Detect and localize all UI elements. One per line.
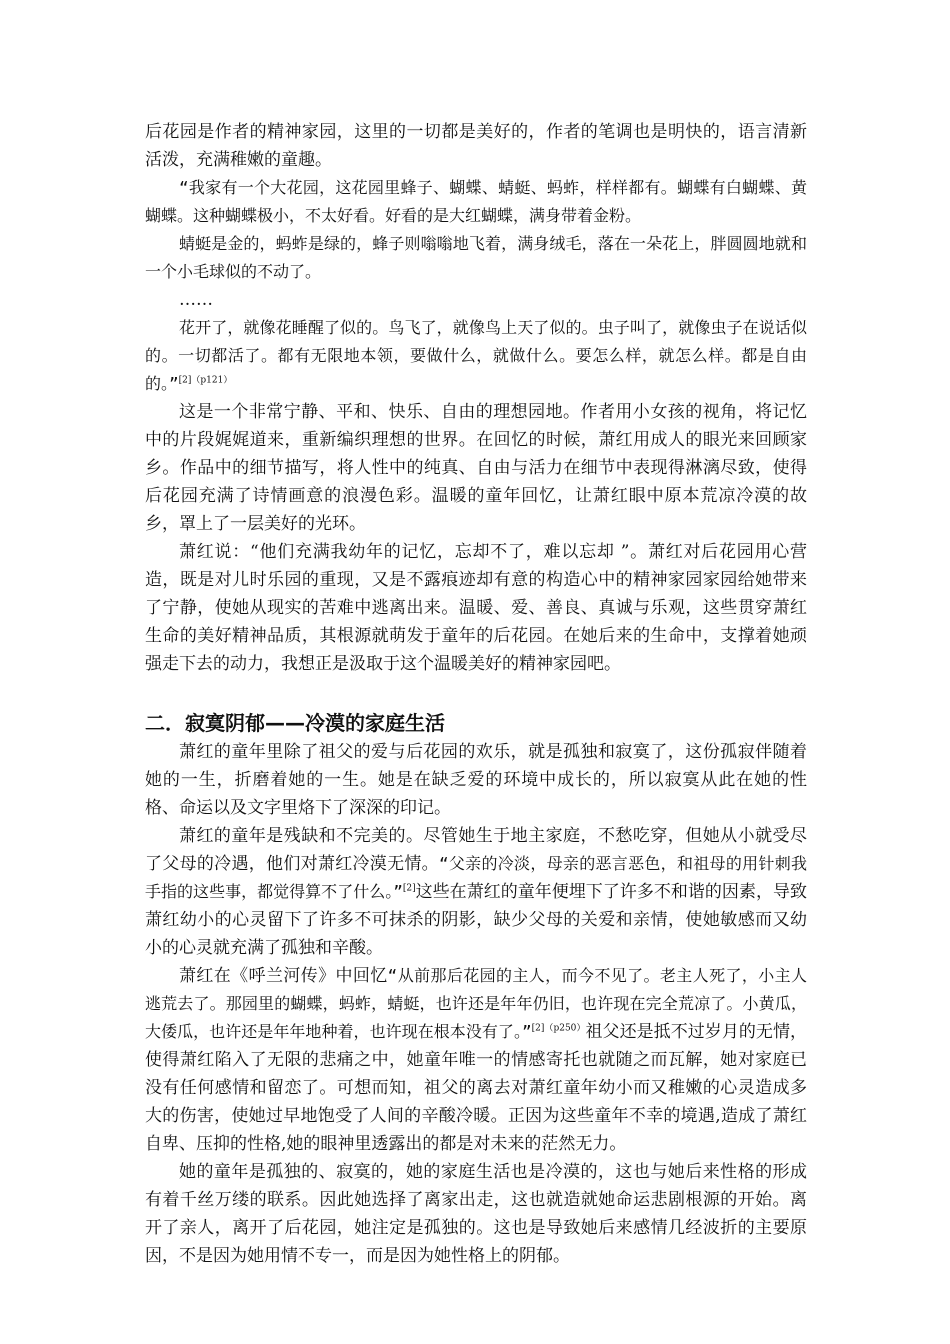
quote-garden-part2: 蜻蜓是金的，蚂蚱是绿的，蜂子则嗡嗡地飞着，满身绒毛，落在一朵花上，胖圆圆地就和一个小毛球似的不动了。 bbox=[145, 234, 807, 281]
paragraph-intro: 后花园是作者的精神家园，这里的一切都是美好的，作者的笔调也是明快的，语言清新活泼，充满稚嫩的童趣。 bbox=[145, 122, 807, 170]
quote-ellipsis: …… bbox=[179, 290, 213, 310]
paragraph-hulan-river bbox=[145, 962, 807, 1158]
section-heading-2: 二．寂寞阴郁——冷漠的家庭生活 bbox=[145, 711, 445, 735]
hulan-text-a: 萧红在《呼兰河传》中回忆 bbox=[179, 966, 388, 986]
citation-1: [2]（p121） bbox=[178, 375, 233, 386]
incomplete-text-b: 这些在萧红的童年便埋下了许多不和谐的因素，导致萧红幼小的心灵留下了许多不可抹杀的阴影，缺少父母的关爱和亲情，使她敏感而又幼小的心灵就充满了孤独和辛酸。 bbox=[145, 882, 807, 958]
paragraph-ideal-garden: 这是一个非常宁静、平和、快乐、自由的理想园地。作者用小女孩的视角，将记忆中的片段娓娓道来，重新编织理想的世界。在回忆的时候，萧红用成人的眼光来回顾家乡。作品中的细节描写，将人性中的纯真、自由与活力在细节中表现得淋漓尽致，使得后花园充满了诗情画意的浪漫色彩。温暖的童年回忆，让萧红眼中原本荒凉冷漠的故乡，罩上了一层美好的光环。 bbox=[145, 402, 807, 534]
quote-garden-part3 bbox=[145, 314, 807, 398]
paragraph-xiaohong-said: 萧红说：“他们充满我幼年的记忆，忘却不了，难以忘却 ”。萧红对后花园用心营造，既是对儿时乐园的重现，又是不露痕迹却有意的构造心中的精神家园家园给她带来了宁静，使她从现实的苦难中逃离出来。温暖、爱、善良、真诚与乐观，这些贯穿萧红生命的美好精神品质，其根源就萌发于童年的后花园。在她后来的生命中，支撑着她顽强走下去的动力，我想正是汲取于这个温暖美好的精神家园吧。 bbox=[145, 542, 807, 674]
citation-3: [2]（p250） bbox=[531, 1023, 586, 1034]
paragraph-loneliness: 萧红的童年里除了祖父的爱与后花园的欢乐，就是孤独和寂寞了，这份孤寂伴随着她的一生，折磨着她的一生。她是在缺乏爱的环境中成长的，所以寂寞从此在她的性格、命运以及文字里烙下了深深的印记。 bbox=[145, 742, 807, 818]
hulan-text-b: 祖父还是抵不过岁月的无情，使得萧红陷入了无限的悲痛之中，她童年唯一的情感寄托也就随之而瓦解，她对家庭已没有任何感情和留恋了。可想而知，祖父的离去对萧红童年幼小而又稚嫩的心灵造成多大的伤害，使她过早地饱受了人间的辛酸冷暖。正因为这些童年不幸的境遇,造成了萧红自卑、压抑的性格,她的眼神里透露出的都是对未来的茫然无力。 bbox=[145, 1022, 807, 1154]
hulan-quote: “从前那后花园的主人，而今不见了。老主人死了，小主人逃荒去了。那园里的蝴蝶，蚂蚱，蜻蜓，也许还是年年仍旧，也许现在完全荒凉了。小黄瓜，大倭瓜，也许还是年年地种着，也许现在根本没有了。” bbox=[145, 966, 808, 1041]
document-body bbox=[145, 118, 807, 1270]
quote-garden-part1: “我家有一个大花园，这花园里蜂子、蝴蝶、蜻蜓、蚂蚱，样样都有。蝴蝶有白蝴蝶、黄蝴蝶。这种蝴蝶极小，不太好看。好看的是大红蝴蝶，满身带着金粉。 bbox=[145, 178, 807, 225]
paragraph-final: 她的童年是孤独的、寂寞的，她的家庭生活也是冷漠的，这也与她后来性格的形成有着千丝万缕的联系。因此她选择了离家出走，这也就造就她命运悲剧根源的开始。离开了亲人，离开了后花园，她注定是孤独的。这也是导致她后来感情几经波折的主要原因，不是因为她用情不专一，而是因为她性格上的阴郁。 bbox=[145, 1162, 807, 1266]
paragraph-incomplete-childhood bbox=[145, 822, 807, 962]
citation-2: [2] bbox=[402, 883, 416, 894]
incomplete-text-a: 萧红的童年是残缺和不完美的。尽管她生于地主家庭，不愁吃穿，但她从小就受尽了父母的冷遇，他们对萧红冷漠无情。 bbox=[145, 826, 807, 874]
quote-garden-text: 花开了，就像花睡醒了似的。鸟飞了，就像鸟上天了似的。虫子叫了，就像虫子在说话似的。一切都活了。都有无限地本领，要做什么，就做什么。要怎么样，就怎么样。都是自由的。” bbox=[145, 318, 807, 393]
incomplete-quote: “父亲的冷淡，母亲的恶言恶色，和祖母的用针刺我手指的这些事，都觉得算不了什么。” bbox=[145, 854, 807, 901]
